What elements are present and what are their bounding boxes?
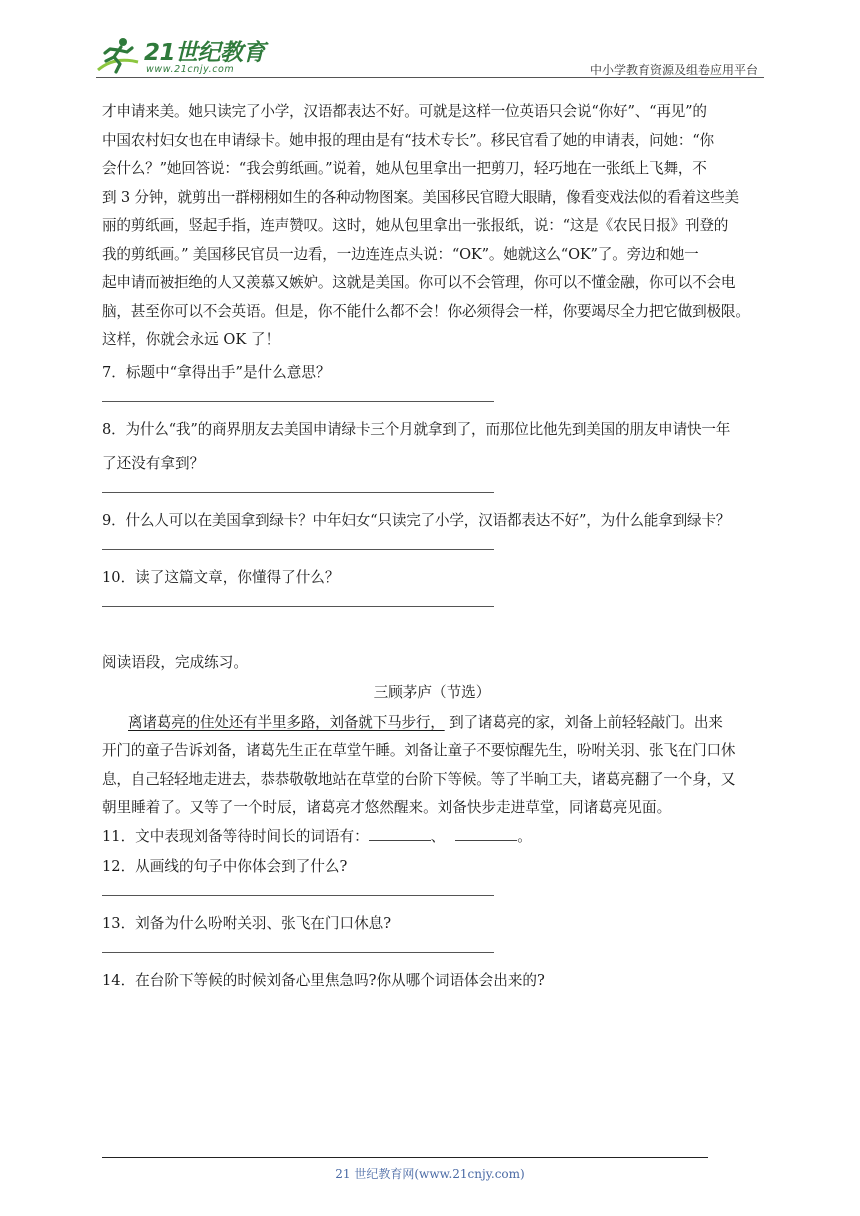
logo-site-text: www.21cnjy.com — [146, 64, 235, 75]
passage-line: 开门的童子告诉刘备，诸葛先生正在草堂午睡。刘备让童子不要惊醒先生，吩咐关羽、张飞在门口休 — [102, 742, 736, 759]
runner-logo-icon — [96, 36, 140, 76]
fill-blank-2[interactable] — [455, 826, 517, 841]
question-12: 12．从画线的句子中你体会到了什么? — [102, 857, 348, 875]
passage-line: 才申请来美。她只读完了小学，汉语都表达不好。可就是这样一位英语只会说“你好”、“再见”的 — [102, 103, 707, 120]
passage-line: 息，自己轻轻地走进去，恭恭敬敬地站在草堂的台阶下等候。等了半晌工夫，诸葛亮翻了一个身，又 — [102, 770, 736, 788]
passage-1 — [102, 98, 762, 355]
passage-line: 起申请而被拒绝的人又羡慕又嫉妒。这就是美国。你可以不会管理，你可以不懂金融，你可以不会电 — [102, 274, 736, 291]
passage-2 — [102, 709, 762, 823]
passage-line: 这样，你就会永远 OK 了！ — [102, 331, 281, 348]
passage-line: 中国农村妇女也在申请绿卡。她申报的理由是有“技术专长”。移民官看了她的申请表，问她：“你 — [102, 131, 714, 149]
passage-line: 朝里睡着了。又等了一个时辰，诸葛亮才悠然醒来。刘备快步走进草堂，同诸葛亮见面。 — [102, 799, 672, 816]
passage-line: 会什么？”她回答说：“我会剪纸画。”说着，她从包里拿出一把剪刀，轻巧地在一张纸上飞舞，不 — [102, 160, 707, 177]
question-11 — [102, 823, 762, 851]
question-7: 7．标题中“拿得出手”是什么意思？ — [102, 363, 331, 381]
document-body — [102, 98, 762, 995]
question-10: 10．读了这篇文章，你懂得了什么？ — [102, 568, 340, 586]
passage-line: 到 3 分钟，就剪出一群栩栩如生的各种动物图案。美国移民官瞪大眼睛，像看变戏法似的看着这些美 — [102, 188, 739, 206]
site-logo — [96, 36, 266, 78]
question-8: 8．为什么“我”的商界朋友去美国申请绿卡三个月就拿到了，而那位比他先到美国的朋友申请快一年 — [102, 420, 731, 438]
question-9: 9．什么人可以在美国拿到绿卡？中年妇女“只读完了小学，汉语都表达不好”，为什么能拿到绿卡？ — [102, 511, 731, 529]
header-divider — [96, 77, 764, 78]
section-instruction: 阅读语段，完成练习。 — [102, 653, 248, 671]
logo-brand-text: 21世纪教育 — [144, 40, 266, 66]
question-8-cont: 了还没有拿到？ — [102, 454, 205, 472]
passage-line: 脑，甚至你可以不会英语。但是，你不能什么都不会！你必须得会一样，你要竭尽全力把它做到极限。 — [102, 302, 750, 320]
page-footer: 21 世纪教育网(www.21cnjy.com) — [335, 1167, 525, 1181]
question-13: 13．刘备为什么吩咐关羽、张飞在门口休息? — [102, 914, 392, 932]
fill-blank-1[interactable] — [369, 826, 431, 841]
passage-line — [102, 709, 762, 738]
period: 。 — [517, 827, 532, 845]
question-14: 14．在台阶下等候的时候刘备心里焦急吗?你从哪个词语体会出来的? — [102, 971, 545, 989]
platform-label: 中小学教育资源及组卷应用平台 — [589, 63, 758, 77]
question-11-text: 11．文中表现刘备等待时间长的词语有： — [102, 827, 369, 845]
passage-title: 三顾茅庐（节选） — [373, 683, 491, 701]
separator: 、 — [430, 827, 446, 845]
passage-line: 丽的剪纸画，竖起手指，连声赞叹。这时，她从包里拿出一张报纸，说：“这是《农民日报》刊登的 — [102, 217, 729, 234]
passage-line: 我的剪纸画。” 美国移民官员一边看，一边连连点头说：“OK”。她就这么“OK”了。旁边和她一 — [102, 245, 699, 263]
underlined-sentence: 离诸葛亮的住处还有半里多路，刘备就下马步行， — [128, 713, 445, 731]
passage-text: 到了诸葛亮的家，刘备上前轻轻敲门。出来 — [449, 713, 723, 731]
page-header — [0, 0, 860, 80]
footer-divider — [102, 1157, 708, 1158]
